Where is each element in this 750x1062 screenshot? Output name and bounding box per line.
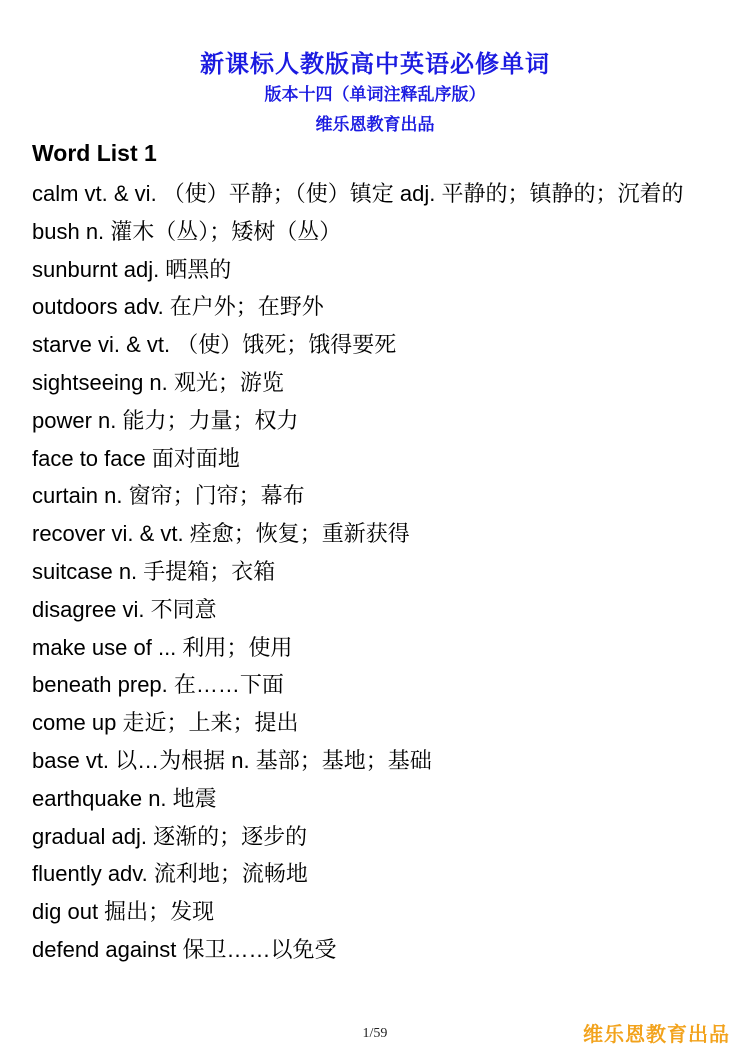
word-entry: defend against 保卫……以免受 bbox=[32, 936, 337, 962]
watermark-logo: 维乐恩教育出品 bbox=[583, 1022, 730, 1046]
word-entry: fluently adv. 流利地；流畅地 bbox=[32, 861, 308, 887]
word-entry: face to face 面对面地 bbox=[32, 445, 240, 471]
word-entry: make use of ... 利用；使用 bbox=[32, 634, 293, 660]
word-entry: power n. 能力；力量；权力 bbox=[32, 407, 299, 433]
document-title: 新课标人教版高中英语必修单词 bbox=[200, 50, 550, 78]
word-entry: calm vt. & vi. （使）平静；（使）镇定 adj. 平静的；镇静的；沉着的 bbox=[32, 181, 684, 206]
word-entry: outdoors adv. 在户外；在野外 bbox=[32, 294, 324, 320]
document-subtitle: 版本十四（单词注释乱序版） bbox=[264, 85, 486, 105]
word-list-title: Word List 1 bbox=[32, 140, 157, 166]
word-entry: bush n. 灌木（丛）；矮树（丛） bbox=[32, 218, 342, 244]
word-entries bbox=[32, 175, 712, 969]
word-entry: starve vi. & vt. （使）饿死；饿得要死 bbox=[32, 332, 397, 358]
word-entry: earthquake n. 地震 bbox=[32, 785, 217, 811]
word-entry: recover vi. & vt. 痊愈；恢复；重新获得 bbox=[32, 521, 410, 547]
page-number: 1/59 bbox=[362, 1026, 388, 1041]
word-entry: disagree vi. 不同意 bbox=[32, 596, 217, 622]
word-entry: sightseeing n. 观光；游览 bbox=[32, 369, 284, 395]
word-entry: curtain n. 窗帘；门帘；幕布 bbox=[32, 483, 305, 509]
publisher-line: 维乐恩教育出品 bbox=[315, 115, 435, 135]
word-entry: beneath prep. 在……下面 bbox=[32, 672, 284, 698]
word-entry: come up 走近；上来；提出 bbox=[32, 710, 299, 736]
word-entry: base vt. 以…为根据 n. 基部；基地；基础 bbox=[32, 747, 432, 773]
word-entry: gradual adj. 逐渐的；逐步的 bbox=[32, 823, 308, 849]
word-entry: dig out 掘出；发现 bbox=[32, 899, 215, 925]
word-entry: sunburnt adj. 晒黑的 bbox=[32, 256, 232, 282]
word-entry: suitcase n. 手提箱；衣箱 bbox=[32, 558, 276, 584]
